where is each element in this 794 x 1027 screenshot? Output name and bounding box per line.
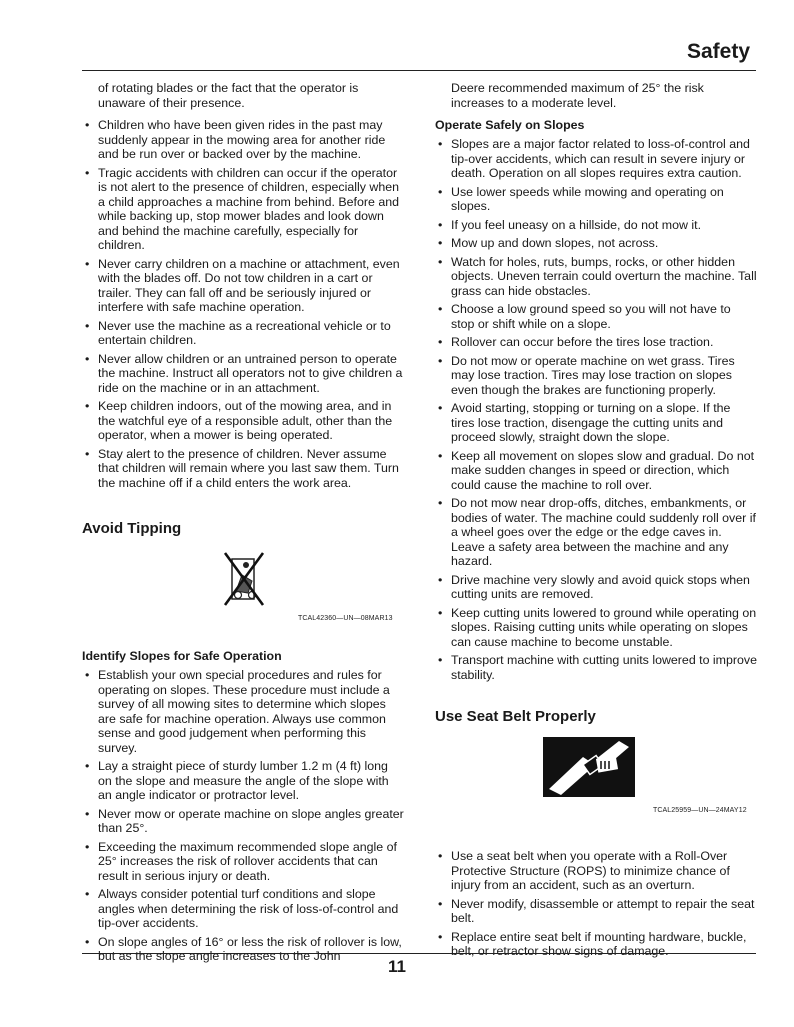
page-title: Safety bbox=[686, 40, 750, 63]
operate-safely-heading: Operate Safely on Slopes bbox=[435, 118, 585, 132]
list-item: • Never use the machine as a recreational vehicle or to entertain children. bbox=[82, 319, 404, 348]
seat-belt-list bbox=[435, 849, 757, 959]
seat-belt-figure-caption: TCAL25959—UN—24MAY12 bbox=[653, 807, 747, 814]
list-item: • Never carry children on a machine or attachment, even with the blades off. Do not tow children in a cart or trailer. They can fall off and be seriously injured or interfere with safe machine operation. bbox=[82, 257, 404, 315]
continuation-text: of rotating blades or the fact that the operator is unaware of their presence. bbox=[98, 81, 359, 110]
list-item: • Keep children indoors, out of the mowing area, and in the watchful eye of a responsible adult, other than the operator, when a mower is being operated. bbox=[82, 399, 404, 443]
tipping-figure-caption: TCAL42360—UN—08MAR13 bbox=[298, 615, 393, 622]
page-number: 11 bbox=[388, 957, 406, 976]
list-item: • Mow up and down slopes, not across. bbox=[435, 236, 757, 251]
right-column bbox=[435, 81, 757, 963]
seat-belt-icon bbox=[543, 737, 635, 797]
list-item: • Keep all movement on slopes slow and gradual. Do not make sudden changes in speed or direction, which could cause the machine to roll over. bbox=[435, 449, 757, 493]
list-item: • Do not mow near drop-offs, ditches, embankments, or bodies of water. The machine could suddenly roll over if a wheel goes over the edge or the edge caves in. Leave a safety area between the machine and any hazard. bbox=[435, 496, 757, 569]
list-item: • Stay alert to the presence of children. Never assume that children will remain where you last saw them. Turn the machine off if a child enters the work area. bbox=[82, 447, 404, 491]
list-item: • Tragic accidents with children can occur if the operator is not alert to the presence of children, especially when a child approaches a machine from behind. Before and while backing up, stop mower blades and look down and behind the machine carefully, especially for children. bbox=[82, 166, 404, 253]
left-column bbox=[82, 81, 404, 968]
list-item: • Rollover can occur before the tires lose traction. bbox=[435, 335, 757, 350]
list-item: • Children who have been given rides in the past may suddenly appear in the mowing area for another ride and be run over or backed over by the machine. bbox=[82, 118, 404, 162]
list-item: • Slopes are a major factor related to loss-of-control and tip-over accidents, which can result in severe injury or death. Operation on all slopes requires extra caution. bbox=[435, 137, 757, 181]
list-item: • If you feel uneasy on a hillside, do not mow it. bbox=[435, 218, 757, 233]
header-rule bbox=[82, 70, 756, 71]
list-item: • Do not mow or operate machine on wet grass. Tires may lose traction. Tires may lose traction on slopes even though the brakes are functioning properly. bbox=[435, 354, 757, 398]
footer-rule bbox=[82, 953, 756, 954]
list-item: • On slope angles of 16° or less the risk of rollover is low, but as the slope angle increases to the John bbox=[82, 935, 404, 964]
list-item: • Replace entire seat belt if mounting hardware, buckle, belt, or retractor show signs of damage. bbox=[435, 930, 757, 959]
no-tipping-icon bbox=[222, 551, 266, 607]
list-item: • Never mow or operate machine on slope angles greater than 25°. bbox=[82, 807, 404, 836]
children-safety-list bbox=[82, 118, 404, 490]
list-item: • Use a seat belt when you operate with a Roll-Over Protective Structure (ROPS) to minimize chance of injury from an accident, such as an overturn. bbox=[435, 849, 757, 893]
list-item: • Transport machine with cutting units lowered to improve stability. bbox=[435, 653, 757, 682]
list-item: • Exceeding the maximum recommended slope angle of 25° increases the risk of rollover accidents that can result in serious injury or death. bbox=[82, 840, 404, 884]
operate-safely-list bbox=[435, 137, 757, 682]
identify-slopes-heading: Identify Slopes for Safe Operation bbox=[82, 649, 282, 663]
seat-belt-figure bbox=[435, 725, 757, 835]
list-item: • Always consider potential turf conditions and slope angles when determining the risk of loss-of-control and tip-over accidents. bbox=[82, 887, 404, 931]
tipping-figure bbox=[82, 537, 404, 637]
avoid-tipping-heading: Avoid Tipping bbox=[82, 520, 182, 537]
list-item: • Avoid starting, stopping or turning on a slope. If the tires lose traction, disengage the cutting units and proceed slowly, straight down the slope. bbox=[435, 401, 757, 445]
list-item: • Lay a straight piece of sturdy lumber 1.2 m (4 ft) long on the slope and measure the angle of the slope with an angle indicator or protractor level. bbox=[82, 759, 404, 803]
list-item: • Drive machine very slowly and avoid quick stops when cutting units are removed. bbox=[435, 573, 757, 602]
list-item: • Keep cutting units lowered to ground while operating on slopes. Raising cutting units while operating on slopes can cause machine to become unstable. bbox=[435, 606, 757, 650]
list-item: • Watch for holes, ruts, bumps, rocks, or other hidden objects. Uneven terrain could overturn the machine. Tall grass can hide obstacles. bbox=[435, 255, 757, 299]
seat-belt-heading: Use Seat Belt Properly bbox=[435, 708, 596, 725]
list-item: • Choose a low ground speed so you will not have to stop or shift while on a slope. bbox=[435, 302, 757, 331]
list-item: • Never modify, disassemble or attempt to repair the seat belt. bbox=[435, 897, 757, 926]
list-item: • Use lower speeds while mowing and operating on slopes. bbox=[435, 185, 757, 214]
list-item: • Establish your own special procedures and rules for operating on slopes. These procedure must include a survey of all mowing sites to determine which slopes are safe for machine operation. Always use common sense and good judgement when performing this survey. bbox=[82, 668, 404, 755]
continuation-text-right: Deere recommended maximum of 25° the risk increases to a moderate level. bbox=[451, 81, 704, 110]
identify-slopes-list bbox=[82, 668, 404, 964]
list-item: • Never allow children or an untrained person to operate the machine. Instruct all operators not to give children a ride on the machine or in an attachment. bbox=[82, 352, 404, 396]
